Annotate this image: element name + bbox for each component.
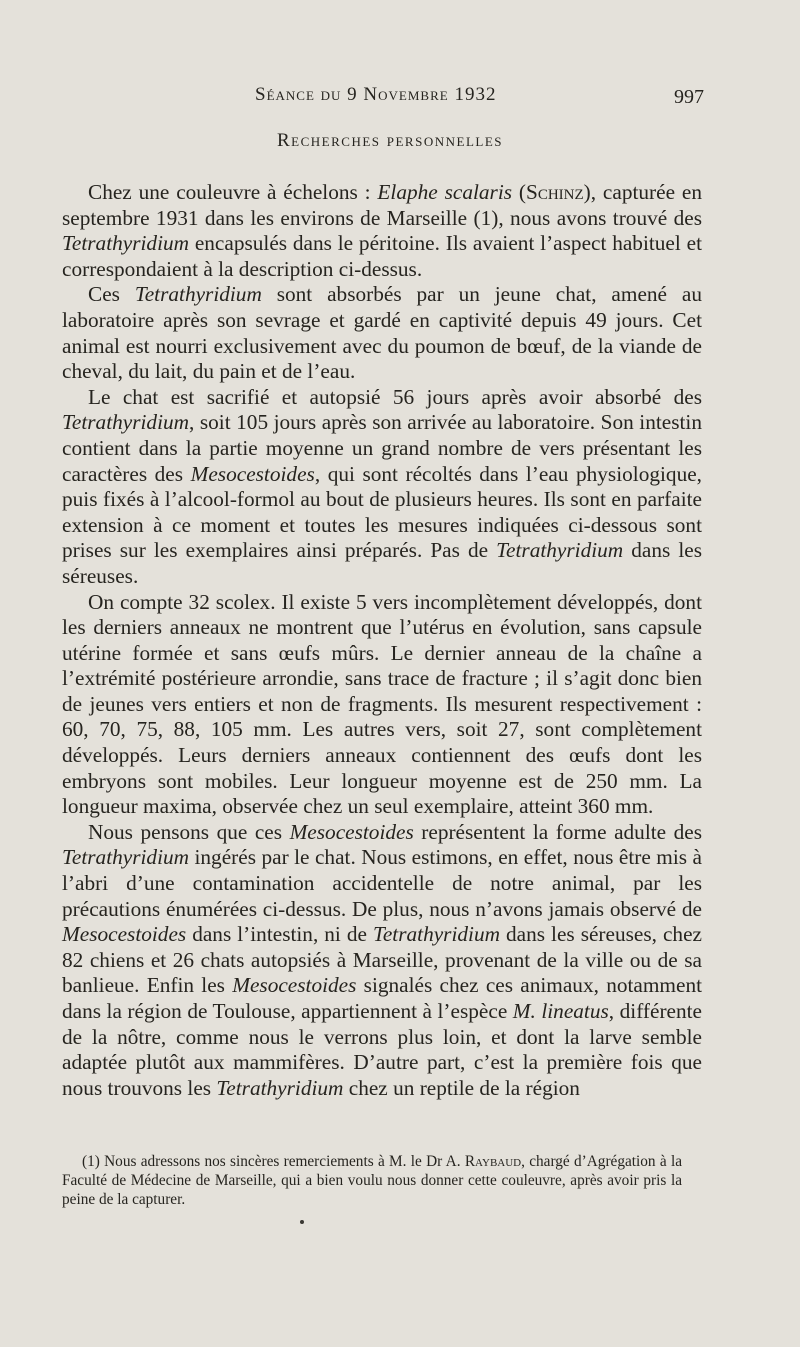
species-name: Mesocestoides <box>232 973 357 998</box>
text: On compte 32 scolex. Il existe 5 vers incomplètement développés, dont les derniers anneaux ne montrent que l’utérus en évolution, sans capsule utérine formée et sans œufs mûrs. Le dernier anneau de la chaîne a l’extrémité postérieure arrondie, sans trace de fracture ; il s’agit donc bien de jeunes vers entiers et non de fragments. Ils mesurent respectivement : 60, 70, 75, 88, 105 mm. Les autres vers, soit 27, sont complètement développés. Leurs derniers anneaux contiennent des œufs dont les embryons sont mobiles. Leur longueur moyenne est de 250 mm. La longueur maxima, observée chez un seul exemplaire, atteint 360 mm. <box>62 589 702 819</box>
section-heading: Recherches personnelles <box>277 130 503 151</box>
text: Ces <box>88 282 135 307</box>
text: dans les séreuses. <box>62 538 702 588</box>
text: dans les séreuses, chez 82 chiens et 26 chats autopsiés à Marseille, provenant de la ville ou de sa banlieue. Enfin les <box>62 922 702 998</box>
species-name: Mesocestoides <box>289 819 414 844</box>
footnote-text <box>62 1152 682 1209</box>
text: , chargé d’Agrégation à la Faculté de Médecine de Marseille, qui a bien voulu nous donner cette couleuvre, après avoir pris la peine de la capturer. <box>62 1153 682 1208</box>
text: , soit 105 jours après son arrivée au laboratoire. Son intestin contient dans la partie moyenne un grand nombre de vers présentant les caractères des <box>62 410 702 486</box>
running-header <box>0 84 800 114</box>
species-name: Tetrathyridium <box>62 845 190 870</box>
paragraph-3 <box>62 385 702 590</box>
text: Nous pensons que ces <box>88 819 290 844</box>
species-name: Tetrathyridium <box>216 1075 344 1100</box>
species-name: M. lineatus <box>512 999 609 1023</box>
page-number: 997 <box>674 86 704 108</box>
species-name: Tetrathyridium <box>134 282 262 307</box>
person-name: Raybaud <box>464 1153 522 1170</box>
species-name: Tetrathyridium <box>372 922 500 947</box>
species-name: Mesocestoides <box>62 922 187 947</box>
paragraph-2 <box>62 282 702 384</box>
paragraph-5 <box>62 820 702 1102</box>
text: , qui sont récoltés dans l’eau physiologique, puis fixés à l’alcool-formol au bout de plusieurs heures. Ils sont en parfaite extension à ce moment et toutes les mesures indiquées ci-dessous sont prises sur les exemplaires ainsi préparés. Pas de <box>62 461 702 563</box>
header-title: Séance du 9 Novembre 1932 <box>255 84 497 105</box>
text: ), capturée en septembre 1931 dans les environs de Marseille (1), nous avons trouvé des <box>62 180 702 230</box>
paragraph-4 <box>62 590 702 820</box>
text: Chez une couleuvre à échelons : <box>88 180 378 204</box>
text: (1) Nous adressons nos sincères remerciements à M. le Dr A. <box>82 1153 465 1170</box>
ink-speck <box>300 1220 304 1224</box>
body-text <box>62 180 702 1101</box>
paragraph-1 <box>62 180 702 282</box>
text: encapsulés dans le péritoine. Ils avaient l’aspect habituel et correspondaient à la description ci-dessus. <box>62 231 702 281</box>
text: ingérés par le chat. Nous estimons, en effet, nous être mis à l’abri d’une contamination accidentelle de notre animal, par les précautions énumérées ci-dessus. De plus, nous n’avons jamais observé de <box>62 845 702 921</box>
text: sont absorbés par un jeune chat, amené au laboratoire après son sevrage et gardé en captivité depuis 49 jours. Cet animal est nourri exclusivement avec du poumon de bœuf, de la viande de cheval, du lait, du pain et de l’eau. <box>62 282 702 384</box>
species-name: Mesocestoides <box>190 461 315 486</box>
author-name: Schinz <box>525 180 584 204</box>
text: , différente de la nôtre, comme nous le verrons plus loin, et dont la larve semble adaptée plutôt aux mammifères. D’autre part, c’est la première fois que nous trouvons les <box>62 999 703 1100</box>
text: signalés chez ces animaux, notamment dans la région de Toulouse, appartiennent à l’espèce <box>62 973 703 1023</box>
species-name: Tetrathyridium <box>62 231 190 256</box>
text: dans l’intestin, ni de <box>186 922 373 947</box>
text: représentent la forme adulte des <box>413 819 703 844</box>
text: Le chat est sacrifié et autopsié 56 jours après avoir absorbé des <box>88 384 702 409</box>
text: chez un reptile de la région <box>343 1075 580 1100</box>
species-name: Elaphe scalaris <box>377 180 513 204</box>
footnote <box>62 1152 682 1209</box>
text: ( <box>512 180 526 204</box>
species-name: Tetrathyridium <box>62 410 190 435</box>
species-name: Tetrathyridium <box>496 538 624 563</box>
